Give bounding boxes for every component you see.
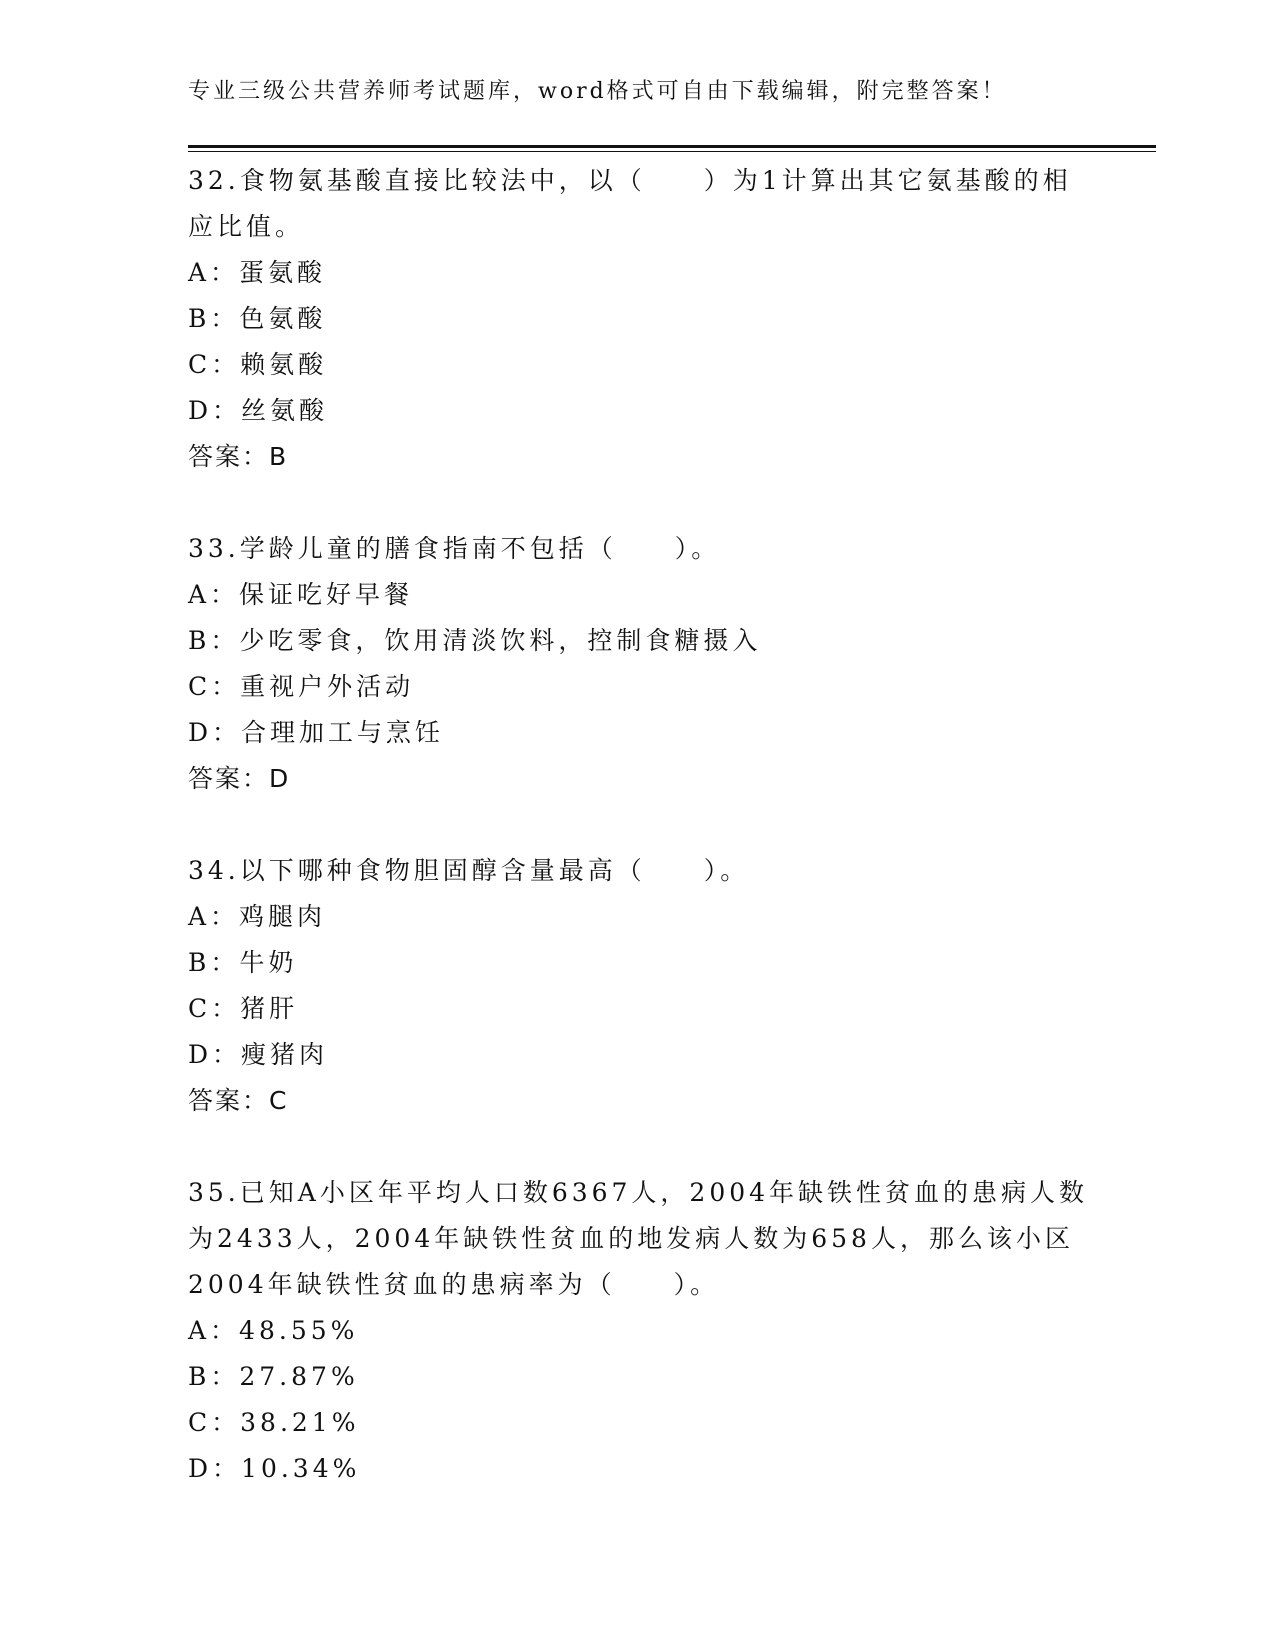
option-d: D：合理加工与烹饪 [188,718,445,747]
option-a: A：保证吃好早餐 [188,580,414,609]
question-stem-line: 32.食物氨基酸直接比较法中，以（ ）为1计算出其它氨基酸的相 [188,166,1072,195]
option-d: D：10.34% [188,1454,361,1483]
option-b: B：少吃零食，饮用清淡饮料，控制食糖摄入 [188,626,762,655]
page-header: 专业三级公共营养师考试题库，word格式可自由下载编辑，附完整答案！ [188,79,1007,104]
answer-label: 答案： [188,1086,270,1115]
question-stem-line: 应比值。 [188,212,305,241]
option-b: B：牛奶 [188,948,298,977]
question-stem-line: 34.以下哪种食物胆固醇含量最高（ ）。 [188,856,750,885]
question-stem-line: 2004年缺铁性贫血的患病率为（ ）。 [188,1270,720,1299]
question-33 [188,526,1088,802]
option-d: D：丝氨酸 [188,396,329,425]
option-b: B：色氨酸 [188,304,327,333]
answer-value: C [269,1086,287,1115]
question-32 [188,158,1088,480]
option-c: C：猪肝 [188,994,299,1023]
option-a: A：48.55% [188,1316,359,1345]
header-rule-thin [188,151,1156,152]
question-stem-line: 33.学龄儿童的膳食指南不包括（ ）。 [188,534,721,563]
question-list [188,158,1088,1538]
answer-value: D [269,764,289,793]
option-c: C：38.21% [188,1408,360,1437]
answer-value: B [269,442,287,471]
option-b: B：27.87% [188,1362,359,1391]
question-stem-line: 为2433人，2004年缺铁性贫血的地发病人数为658人，那么该小区 [188,1224,1074,1253]
question-35 [188,1170,1088,1492]
question-34 [188,848,1088,1124]
option-c: C：赖氨酸 [188,350,328,379]
answer-line [188,756,1088,802]
answer-line [188,1078,1088,1124]
option-c: C：重视户外活动 [188,672,415,701]
header-rule-thick [188,145,1156,148]
answer-label: 答案： [188,764,270,793]
option-d: D：瘦猪肉 [188,1040,329,1069]
question-stem-line: 35.已知A小区年平均人口数6367人，2004年缺铁性贫血的患病人数 [188,1178,1089,1207]
answer-label: 答案： [188,442,270,471]
answer-line [188,434,1088,480]
option-a: A：鸡腿肉 [188,902,327,931]
option-a: A：蛋氨酸 [188,258,327,287]
